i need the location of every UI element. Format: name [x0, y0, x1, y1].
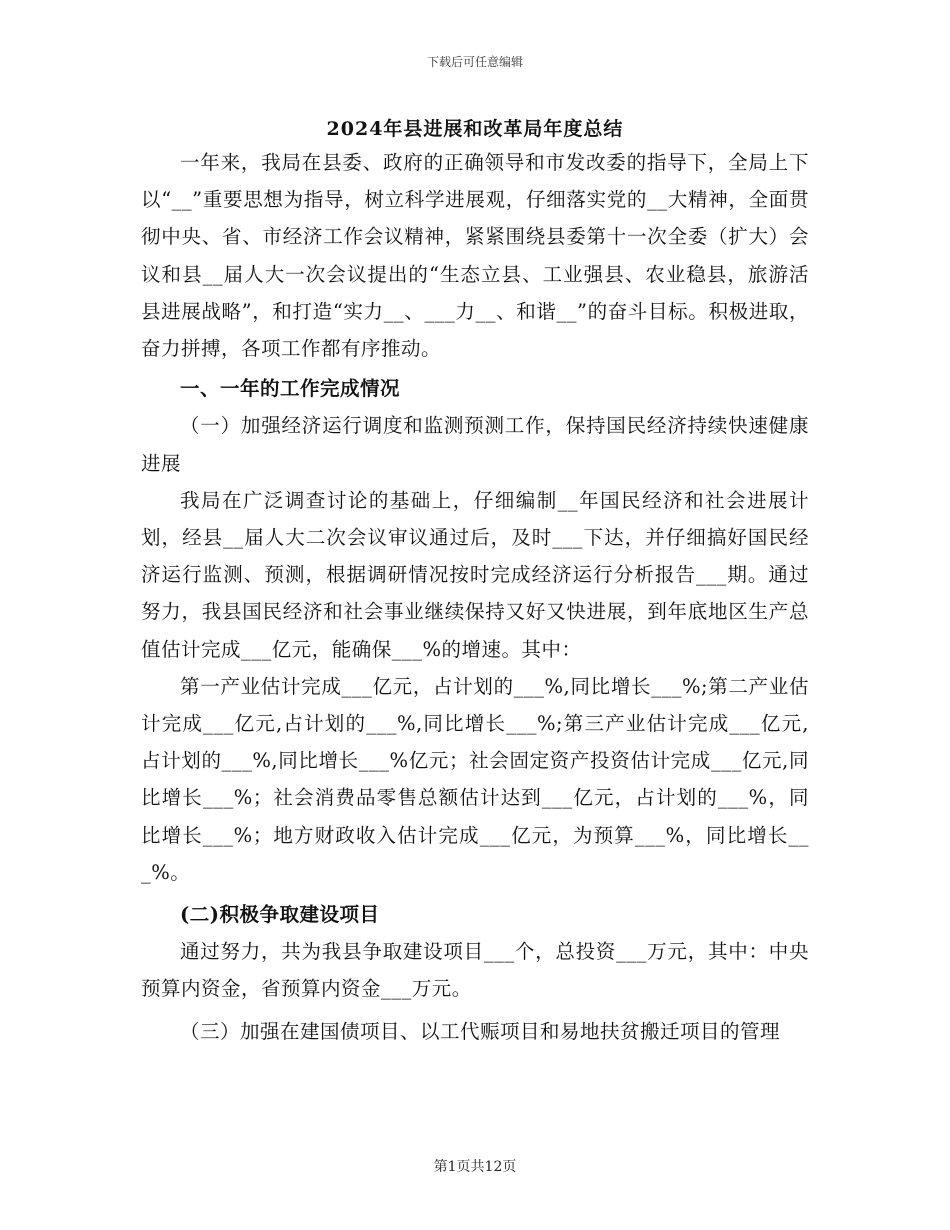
- intro-paragraph: 一年来，我局在县委、政府的正确领导和市发改委的指导下，全局上下以“__”重要思想为指导，树立科学进展观，仔细落实党的__大精神，全面贯彻中央、省、市经济工作会议精神，紧紧围绕县委第十一次全委（扩大）会议和县__届人大一次会议提出的“生态立县、工业强县、农业稳县，旅游活县进展战略”，和打造“实力__、___力__、和谐__”的奋斗目标。积极进取，奋力拼搏，各项工作都有序推动。: [141, 151, 809, 361]
- subsection-heading-1: （一）加强经济运行调度和监测预测工作，保持国民经济持续快速健康进展: [141, 414, 809, 475]
- body-paragraph-3: 通过努力，共为我县争取建设项目___个，总投资___万元，其中：中央预算内资金，省预算内资金___万元。: [141, 940, 809, 1001]
- document-title: 2024年县进展和改革局年度总结: [326, 118, 624, 140]
- header-note: 下载后可任意编辑: [426, 55, 523, 69]
- page-footer: 第1页共12页: [433, 1159, 517, 1175]
- subsection-heading-2: (二)积极争取建设项目: [180, 903, 380, 927]
- body-paragraph-2: 第一产业估计完成___亿元，占计划的___%,同比增长___%;第二产业估计完成___亿元,占计划的___%,同比增长___%;第三产业估计完成___亿元,占计划的___%,同比增长___%亿元；社会固定资产投资估计完成___亿元,同比增长___%；社会消费品零售总额估计达到___亿元，占计划的___%，同比增长___%；地方财政收入估计完成___亿元，为预算___%，同比增长___%。: [141, 674, 809, 884]
- body-paragraph-1: 我局在广泛调查讨论的基础上，仔细编制__年国民经济和社会进展计划，经县__届人大二次会议审议通过后，及时___下达，并仔细搞好国民经济运行监测、预测，根据调研情况按时完成经济运行分析报告___期。通过努力，我县国民经济和社会事业继续保持又好又快进展，到年底地区生产总值估计完成___亿元，能确保___%的增速。其中：: [141, 488, 809, 661]
- section-heading-1: 一、一年的工作完成情况: [180, 377, 401, 401]
- document-body: [141, 144, 809, 1050]
- subsection-heading-3: （三）加强在建国债项目、以工代赈项目和易地扶贫搬迁项目的管理: [180, 1019, 781, 1043]
